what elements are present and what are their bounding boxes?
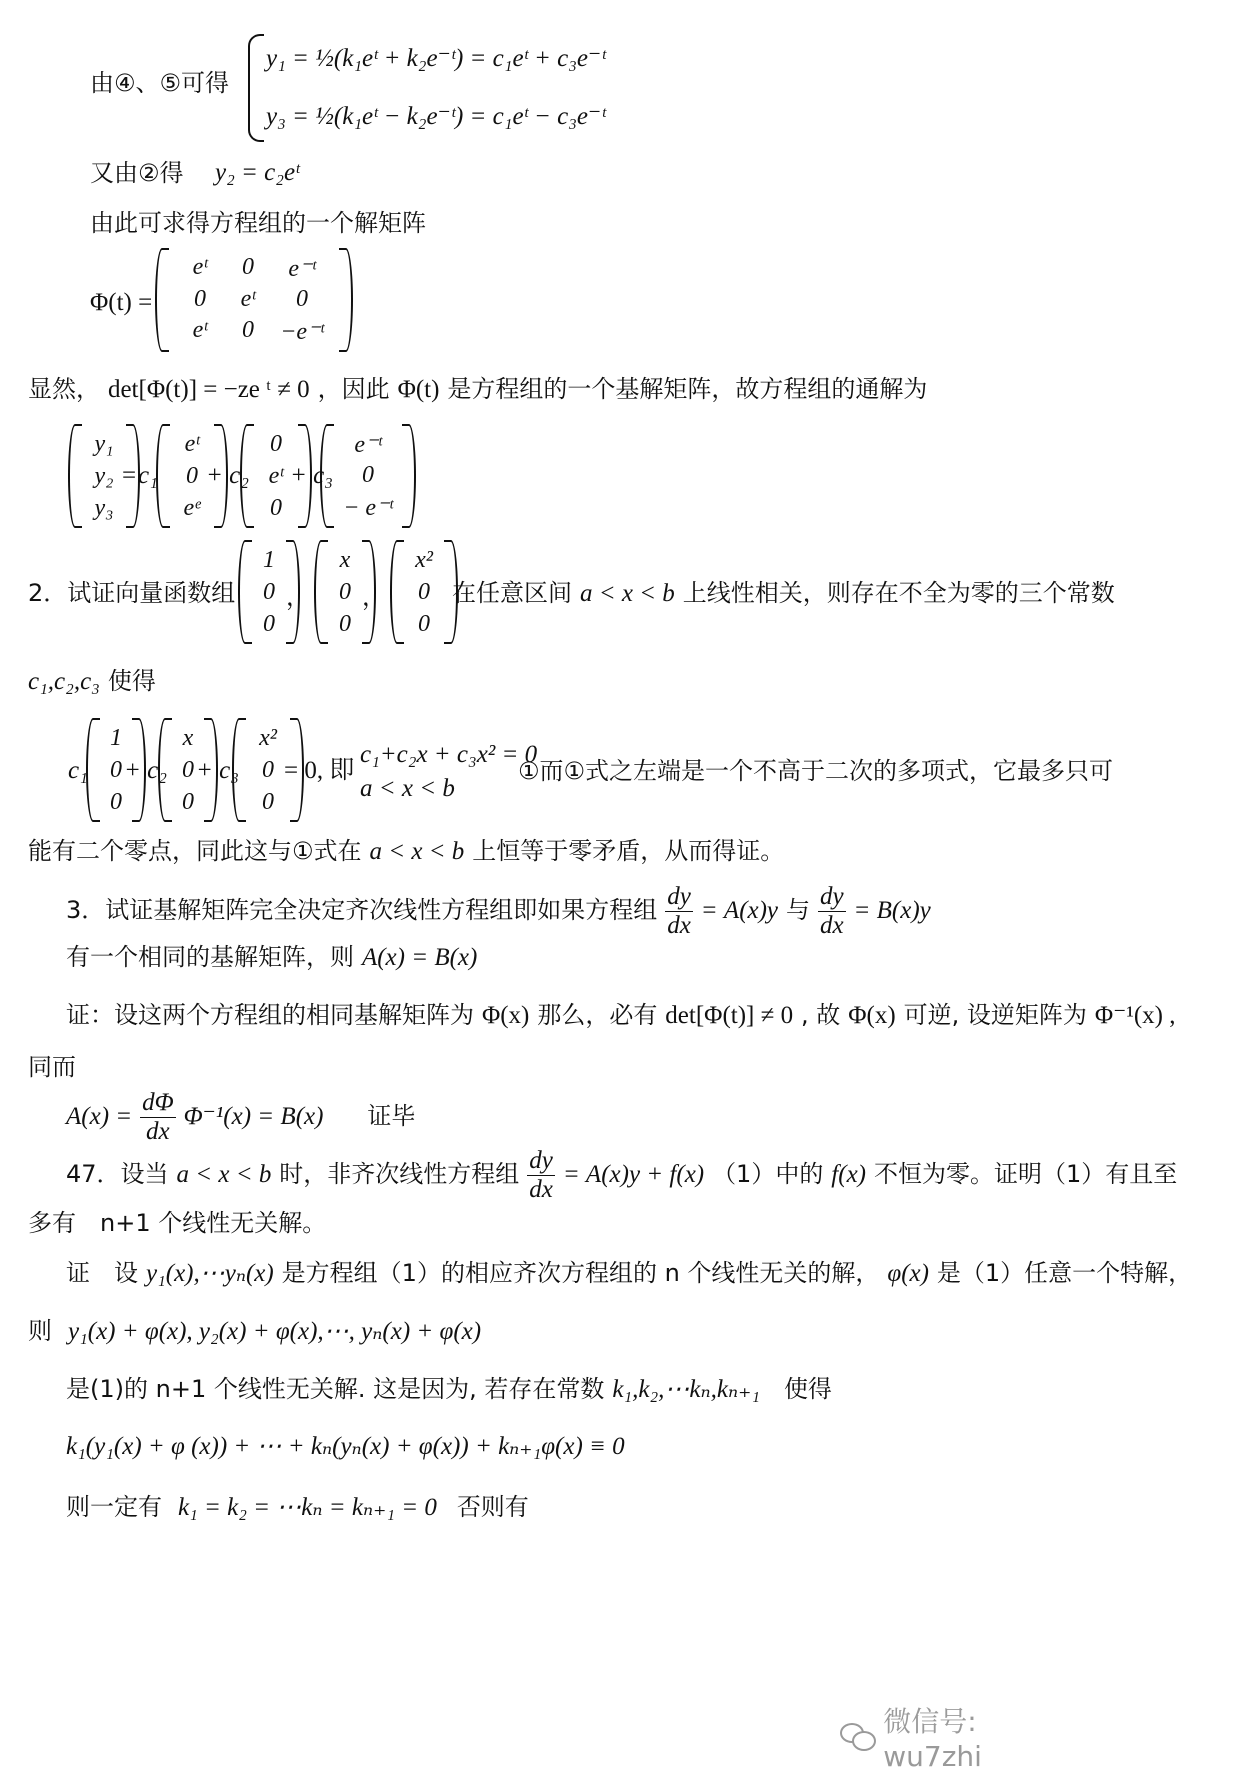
coefficient-c1: c₁ bbox=[138, 462, 158, 489]
matrix-cell: 0 bbox=[296, 286, 308, 313]
plus-c2: + c₂ bbox=[206, 462, 249, 489]
text-line: 多有 n+1 个线性无关解。 bbox=[28, 1209, 327, 1237]
equation-A: A(x) = $\frac{d\Phi}{dx}$ Φ⁻¹(x) = B(x) 证毕 bbox=[66, 1089, 416, 1145]
comma: ， bbox=[362, 583, 386, 611]
text-line: 显然， det[Φ(t)] = −ze ᵗ ≠ 0 ，因此 Φ(t) 是方程组的一个基解矩阵，故方程组的通解为 bbox=[28, 375, 928, 403]
plus-c3: + c₃ bbox=[196, 757, 239, 784]
phi-matrix bbox=[155, 248, 353, 352]
equation-y1: y₁ = ½(k₁eᵗ + k₂e⁻ᵗ) = c₁eᵗ + c₃e⁻ᵗ bbox=[266, 45, 606, 72]
matrix-cell: e⁻ᵗ bbox=[288, 255, 316, 282]
vector-b: x 0 0 bbox=[314, 540, 376, 644]
wechat-icon bbox=[840, 1723, 873, 1751]
problem-2-heading: 2．试证向量函数组 bbox=[28, 579, 236, 607]
equals-sign: = bbox=[122, 462, 137, 489]
text-line: 是(1)的 n+1 个线性无关解. 这是因为, 若存在常数 k₁,k₂,⋯kₙ,kₙ₊₁ 使得 bbox=[66, 1375, 832, 1403]
text-line: 证：设这两个方程组的相同基解矩阵为 Φ(x) 那么，必有 det[Φ(t)] ≠ 0 , 故 Φ(x) 可逆, 设逆矩阵为 Φ⁻¹(x) , bbox=[66, 1001, 1176, 1029]
lc-vector-3: x² 0 0 bbox=[232, 718, 304, 822]
general-vector-1: eᵗ 0 eᵉ bbox=[156, 424, 228, 528]
matrix-cell: −e⁻ᵗ bbox=[280, 319, 324, 346]
phi-label: Φ(t) = bbox=[90, 289, 153, 316]
text-line: 有一个相同的基解矩阵，则 A(x) = B(x) bbox=[66, 943, 478, 971]
text-line: 则一定有 k₁ = k₂ = ⋯kₙ = kₙ₊₁ = 0 否则有 bbox=[66, 1493, 529, 1521]
equals-zero: = 0, 即 bbox=[284, 757, 355, 784]
matrix-cell: 0 bbox=[194, 286, 206, 313]
general-lhs-vector: y₁ y₂ y₃ bbox=[68, 424, 140, 528]
matrix-cell: eᵗ bbox=[192, 317, 208, 344]
wechat-watermark bbox=[840, 1700, 1080, 1773]
vector-c: x² 0 0 bbox=[390, 540, 458, 644]
text-line: ①而①式之左端是一个不高于二次的多项式，它最多只可 bbox=[518, 757, 1114, 785]
matrix-cell: 0 bbox=[242, 253, 254, 280]
matrix-cell: eᵗ bbox=[240, 286, 256, 313]
text-line: 由④、⑤可得 bbox=[90, 69, 230, 97]
plus-c3: + c₃ bbox=[290, 462, 333, 489]
left-brace bbox=[248, 34, 264, 142]
watermark-text: 微信号: wu7zhi bbox=[883, 1705, 982, 1773]
lc-vector-1: 1 0 0 bbox=[86, 718, 146, 822]
text-line: 又由②得 bbox=[90, 159, 184, 187]
text-line: 能有二个零点，同此这与①式在 a < x < b 上恒等于零矛盾，从而得证。 bbox=[28, 837, 785, 865]
plus-c2: + c₂ bbox=[124, 757, 167, 784]
interval-condition: a < x < b bbox=[360, 775, 455, 802]
problem-3-heading: 3．试证基解矩阵完全决定齐次线性方程组即如果方程组 $\frac{dy}{dx}$ = A(x)y 与 $\frac{dy}{dx}$ = B(x)y bbox=[66, 883, 931, 939]
matrix-cell: 0 bbox=[242, 317, 254, 344]
equation-y2: y₂ = c₂eᵗ bbox=[215, 159, 300, 186]
text-line: 在任意区间 a < x < b 上线性相关，则存在不全为零的三个常数 bbox=[452, 579, 1115, 607]
comma: ， bbox=[286, 583, 310, 611]
general-vector-3: e⁻ᵗ 0 − e⁻ᵗ bbox=[320, 424, 416, 528]
coefficient-c1: c₁ bbox=[68, 757, 88, 784]
problem-47-heading: 47．设当 a < x < b 时，非齐次线性方程组 $\frac{dy}{dx}$ = A(x)y + f(x) （1）中的 f(x) 不恒为零。证明（1）有且至 bbox=[66, 1147, 1178, 1203]
vector-a: 1 0 0 bbox=[238, 540, 300, 644]
polynomial-condition: c₁+c₂x + c₃x² = 0 bbox=[360, 741, 538, 768]
text-line: 证 设 y₁(x),⋯yₙ(x) 是方程组（1）的相应齐次方程组的 n 个线性无关的解， φ(x) 是（1）任意一个特解， bbox=[66, 1259, 1193, 1287]
general-vector-2: 0 eᵗ 0 bbox=[240, 424, 312, 528]
equation-linear-combination: k₁(y₁(x) + φ (x)) + ⋯ + kₙ(yₙ(x) + φ(x)) + kₙ₊₁φ(x) ≡ 0 bbox=[66, 1433, 625, 1460]
equation-y3: y₃ = ½(k₁eᵗ − k₂e⁻ᵗ) = c₁eᵗ − c₃e⁻ᵗ bbox=[266, 103, 606, 130]
text-line: 同而 bbox=[28, 1053, 76, 1081]
matrix-cell: eᵗ bbox=[192, 253, 208, 280]
lc-vector-2: x 0 0 bbox=[158, 718, 218, 822]
text-line: c₁,c₂,c₃ 使得 bbox=[28, 667, 156, 695]
text-line: 由此可求得方程组的一个解矩阵 bbox=[90, 209, 426, 237]
text-line: 则 y₁(x) + φ(x), y₂(x) + φ(x),⋯, yₙ(x) + φ(x) bbox=[28, 1317, 482, 1345]
